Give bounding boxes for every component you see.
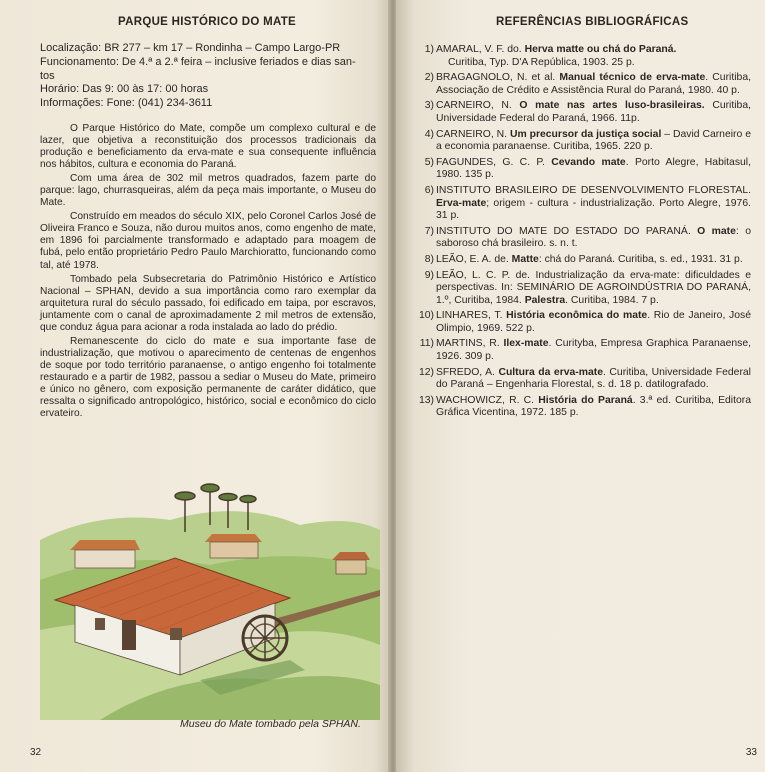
reference-details: Curitiba, Universidade Federal do Paraná, 1966. 11p. <box>436 100 752 124</box>
reference-title: Ilex-mate <box>503 338 549 350</box>
museum-illustration <box>40 470 380 720</box>
references-title: REFERÊNCIAS BIBLIOGRÁFICAS <box>496 16 689 28</box>
reference-details: ; origem - cultura - industrialização. Porto Alegre, 1976. 31 p. <box>436 197 751 222</box>
info-opening-cont: tos <box>40 69 55 82</box>
reference-number: 6) <box>424 184 434 196</box>
reference-item <box>416 270 751 308</box>
reference-item <box>416 395 751 420</box>
reference-title: Um precursor da justiça social <box>509 128 662 140</box>
reference-title: Erva-mate <box>436 197 487 209</box>
info-phone: Informações: Fone: (041) 234-3611 <box>40 97 213 110</box>
reference-author: INSTITUTO DO MATE DO ESTADO DO PARANÁ. <box>436 225 698 237</box>
reference-title: Cultura da erva-mate <box>498 366 604 378</box>
info-location: Localização: BR 277 – km 17 – Rondinha – Campo Largo-PR <box>40 42 341 54</box>
reference-title: História econômica do mate <box>506 310 648 322</box>
reference-author: SFREDO, A. <box>436 366 499 378</box>
paragraph: Remanescente do ciclo do mate e sua importante fase de industrialização, que motivou o aparecimento de centenas de engenhos de soque por todo território paranaense, o antigo engenho foi totalmente restaurado e a partir de 1982, passou a sediar o Museu do Mate, primeiro e único no gênero, com exposição permanente de caráter didático, que ressalta o significado antropológico, histórico, social e econômico do ciclo ervateiro. <box>40 335 376 420</box>
reference-item <box>416 129 751 154</box>
reference-item <box>416 338 751 363</box>
reference-details: . 3.ª ed. Curitiba, Editora Gráfica Vicentina, 1972. 185 p. <box>436 394 751 419</box>
reference-author: INSTITUTO BRASILEIRO DE DESENVOLVIMENTO FLORESTAL. <box>436 184 751 196</box>
reference-item <box>416 254 751 267</box>
paragraph: Tombado pela Subsecretaria do Patrimônio Histórico e Artístico Nacional – SPHAN, devido a sua importância como raro exemplar da arquitetura rural do século passado, foi edificado em taipa, por escravos, juntamente com o canal de aproximadamente 2 mil metros de extensão, que conduz água para acionar a roda instalada ao lado do prédio. <box>40 273 376 333</box>
reference-author: MARTINS, R. <box>436 338 504 350</box>
paragraph: Construído em meados do século XIX, pelo Coronel Carlos José de Oliveira Franco e Souza, não durou muitos anos, como engenho de mate, em 1896 foi parcialmente transformado e adaptado para moagem de fubá, pelo então proprietário Pedro Paulo Marchiorattо, funcionando como tal, até 1978. <box>40 211 376 271</box>
reference-details: . Porto Alegre, Habitasul, 1980. 135 p. <box>436 156 752 181</box>
reference-details: . Curitiba, Associação de Crédito e Assistência Rural do Paraná, 1980. 40 p. <box>436 72 751 96</box>
page-number-right: 33 <box>745 747 757 758</box>
reference-item <box>416 72 751 97</box>
reference-item <box>416 185 751 223</box>
reference-item <box>416 226 751 251</box>
reference-details: : o saboroso chá brasileiro. s. n. t. <box>436 225 751 250</box>
reference-number: 9) <box>424 269 434 281</box>
reference-title: O mate <box>697 225 736 237</box>
reference-details: . Curityba, Empresa Graphica Paranaense, 1926. 309 p. <box>436 338 751 363</box>
reference-details: . Curitiba, Universidade Federal do Paraná – Engenharia Florestal, s. d. 18 p. datilografado. <box>436 366 751 391</box>
reference-number: 7) <box>424 225 434 237</box>
reference-author: LINHARES, T. <box>436 310 507 322</box>
reference-title: Herva matte ou chá do Paraná. <box>524 44 677 55</box>
info-opening: Funcionamento: De 4.ª a 2.ª feira – inclusive feriados e dias san- <box>40 55 356 68</box>
reference-author: FAGUNDES, G. C. P. <box>436 156 552 168</box>
illustration-caption: Museu do Mate tombado pela SPHAN. <box>180 718 361 730</box>
reference-item <box>416 44 751 69</box>
paragraph: Com uma área de 302 mil metros quadrados, fazem parte do parque: lago, churrasqueiras, além da peça mais importante, o Museu do Mate. <box>40 173 376 209</box>
reference-number: 4) <box>424 128 434 140</box>
reference-title: Manual técnico de erva-mate <box>559 72 706 84</box>
reference-title: História do Paraná <box>538 394 633 406</box>
reference-number: 1) <box>424 44 434 55</box>
reference-details: Curitiba, Typ. D'A República, 1903. 25 p. <box>448 56 635 68</box>
reference-number: 10) <box>418 310 434 322</box>
reference-author: WACHOWICZ, R. C. <box>436 394 539 406</box>
reference-item <box>416 310 751 335</box>
page-title: PARQUE HISTÓRICO DO MATE <box>118 16 296 28</box>
reference-title: Matte <box>511 253 539 265</box>
reference-item <box>416 367 751 392</box>
reference-number: 3) <box>424 100 434 112</box>
reference-details: – David Carneiro e a economia paranaense. Curitiba, 1965. 220 p. <box>436 128 751 153</box>
reference-number: 13) <box>418 394 434 406</box>
article-body <box>40 123 376 422</box>
reference-details: . Curitiba, 1984. 7 p. <box>565 294 659 306</box>
visitor-info <box>40 42 380 111</box>
right-page <box>396 0 765 772</box>
info-hours: Horário: Das 9: 00 às 17: 00 horas <box>40 83 209 96</box>
reference-item <box>416 157 751 182</box>
reference-details: : chá do Paraná. Curitiba, s. ed., 1931. 31 p. <box>538 253 743 265</box>
reference-author: BRAGAGNOLO, N. et al. <box>436 72 560 84</box>
reference-details: . Rio de Janeiro, José Olimpio, 1969. 522 p. <box>436 310 751 334</box>
reference-number: 2) <box>424 72 434 84</box>
reference-author: CARNEIRO, N. <box>436 100 520 112</box>
page-number-left: 32 <box>30 747 42 758</box>
reference-title: Palestra <box>524 294 566 306</box>
reference-list <box>416 44 751 423</box>
reference-number: 8) <box>424 253 434 265</box>
reference-author: AMARAL, V. F. do. <box>436 44 525 55</box>
reference-number: 5) <box>424 156 434 168</box>
reference-title: O mate nas artes luso-brasileiras. <box>519 100 705 112</box>
reference-author: CARNEIRO, N. <box>436 128 510 140</box>
reference-title: Cevando mate <box>551 156 626 168</box>
reference-number: 12) <box>418 366 434 378</box>
reference-item <box>416 100 751 125</box>
reference-author: LEÃO, E. A. de. <box>436 253 512 265</box>
reference-author: LEÃO, L. C. P. de. Industrialização da erva-mate: dificuldades e perspectivas. In: SEMINÁRIO DE AGROINDÚSTRIA DO PARANÁ, 1.º, Curitiba, 1984. <box>436 269 751 306</box>
reference-number: 11) <box>419 338 434 350</box>
paragraph: O Parque Histórico do Mate, compõe um complexo cultural e de lazer, que objetiva a reconstituição dos processos tradicionais da produção e beneficiamento da erva-mate e sua consequente influência nos hábitos, cultura e economia do Paraná. <box>40 123 376 171</box>
